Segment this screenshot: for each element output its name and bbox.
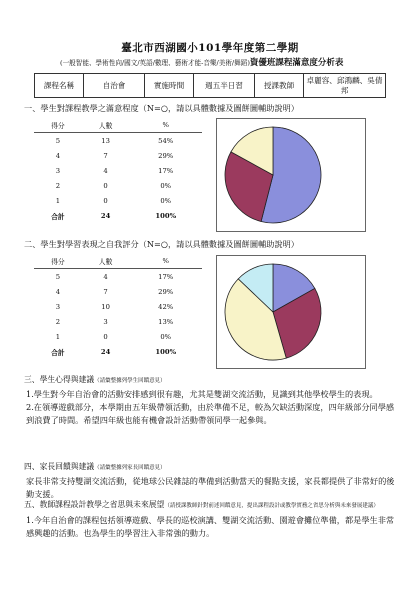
pie-chart-2 (216, 255, 366, 369)
s1-header-score: 得分 (34, 117, 82, 133)
cell: 5 (55, 136, 61, 145)
table-row (34, 269, 202, 285)
cell: 4 (103, 272, 108, 281)
time-label: 實施時間 (145, 74, 194, 98)
section3-heading: 三、學生心得與建議 (24, 375, 95, 384)
cell: 24 (100, 347, 111, 356)
section1-heading: 一、學生對課程教學之滿意程度（N=○，請以具體數據及圖餅圖輔助說明） (24, 103, 299, 113)
time-value: 週五半日習 (194, 74, 255, 98)
cell: 29% (158, 287, 174, 296)
s2-header-score: 得分 (34, 253, 82, 269)
s1-header-count: 人數 (82, 117, 130, 133)
s1-header-pct: % (129, 117, 202, 133)
cell: 4 (55, 287, 61, 296)
cell: 0% (160, 181, 172, 190)
table-row (34, 178, 202, 193)
table-total-row (34, 208, 202, 223)
cell: 100% (155, 211, 177, 220)
section1-table (34, 117, 202, 223)
cell: 7 (103, 151, 108, 160)
cell: 2 (55, 181, 61, 190)
cell: 0% (160, 196, 172, 205)
section3-note: （請彙整據列學生回饋意見） (94, 378, 166, 384)
table-row (34, 314, 202, 329)
cell: 3 (55, 166, 61, 175)
table-row (34, 133, 202, 149)
table-row (34, 284, 202, 299)
section4-text: 家長非常支持雙湖交流活動，從地球公民雜誌的準備到活動當天的餐點支援，家長都提供了非常好的後勤支援。 (26, 476, 395, 499)
cell: 0 (103, 332, 108, 341)
section5 (24, 500, 396, 540)
course-name: 自治會 (84, 74, 145, 98)
section5-text: 1.今年自治會的課程包括領導遊戲、學長的巡校演講、雙湖交流活動、園遊會攤位準備，都是學生非常感興趣的活動。也為學生的學習注入非常強的動力。 (26, 515, 395, 538)
cell: 13 (101, 136, 110, 145)
cell: 5 (55, 272, 61, 281)
section5-note: （請授課教師針對前述回饋意見，提出課程設計或教學實務之省思分析與未來發展建議） (164, 503, 379, 509)
table-row (34, 163, 202, 178)
cell: 29% (158, 151, 174, 160)
subtitle-prefix: (一般智能、學術性向/國文/英語/數理、藝術才能-音樂/美術/舞蹈) (60, 59, 250, 67)
cell: 13% (158, 317, 174, 326)
section4-note: （請彙整據列家長回饋意見） (94, 465, 166, 471)
page-title: 臺北市西湖國小101學年度第二學期 (121, 42, 299, 54)
cell: 1 (55, 196, 61, 205)
section3-item-2: 2.在領導遊戲部分，本學期由五年級帶領活動，由於準備不足，較為欠缺活動深度，四年級部分同學感到浪費了時間。希望四年級也能有機會設計活動帶領同學一起參與。 (26, 402, 395, 425)
section4-heading: 四、家長回饋與建議 (24, 462, 95, 471)
subtitle-main: 資優班課程滿意度分析表 (249, 58, 344, 68)
cell: 54% (158, 136, 174, 145)
s2-header-pct: % (129, 253, 202, 269)
section2-heading: 二、學生對學習表現之自我評分（N=○，請以具體數據及圖餅圖輔助說明） (24, 239, 299, 249)
cell: 4 (103, 166, 108, 175)
table-total-row (34, 344, 202, 359)
cell: 24 (100, 211, 111, 220)
table-row (34, 193, 202, 208)
cell: 合計 (51, 348, 65, 357)
cell: 0% (160, 332, 172, 341)
section3 (24, 373, 396, 427)
course-info-table (34, 73, 386, 98)
table-row (34, 148, 202, 163)
section2-table (34, 253, 202, 359)
cell: 42% (158, 302, 174, 311)
pie-chart-2-svg (217, 256, 365, 368)
pie-chart-1-svg (217, 119, 365, 231)
cell: 17% (158, 166, 174, 175)
table-row (34, 299, 202, 314)
course-name-label: 課程名稱 (35, 74, 84, 98)
section4 (24, 460, 396, 501)
cell: 17% (158, 272, 174, 281)
section5-heading: 五、教師課程設計教學之省思與未來展望 (24, 500, 165, 509)
teacher-label: 授課教師 (255, 74, 304, 98)
cell: 3 (55, 302, 61, 311)
cell: 2 (55, 317, 61, 326)
pie-chart-1 (216, 118, 366, 232)
cell: 0 (103, 196, 108, 205)
cell: 7 (103, 287, 108, 296)
cell: 100% (155, 347, 177, 356)
cell: 10 (101, 302, 110, 311)
page-subtitle (60, 56, 380, 68)
s2-header-count: 人數 (82, 253, 130, 269)
cell: 1 (55, 332, 61, 341)
cell: 合計 (51, 212, 65, 221)
section3-item-1: 1.學生對今年自治會的活動安排感到很有趣，尤其是雙湖交流活動，見識到其他學校學生的表現。 (26, 389, 378, 399)
cell: 4 (55, 151, 61, 160)
cell: 3 (103, 317, 108, 326)
cell: 0 (103, 181, 108, 190)
teacher-names: 卓麗容、邱鴻麟、吳倩邦 (304, 74, 386, 98)
table-row (34, 329, 202, 344)
